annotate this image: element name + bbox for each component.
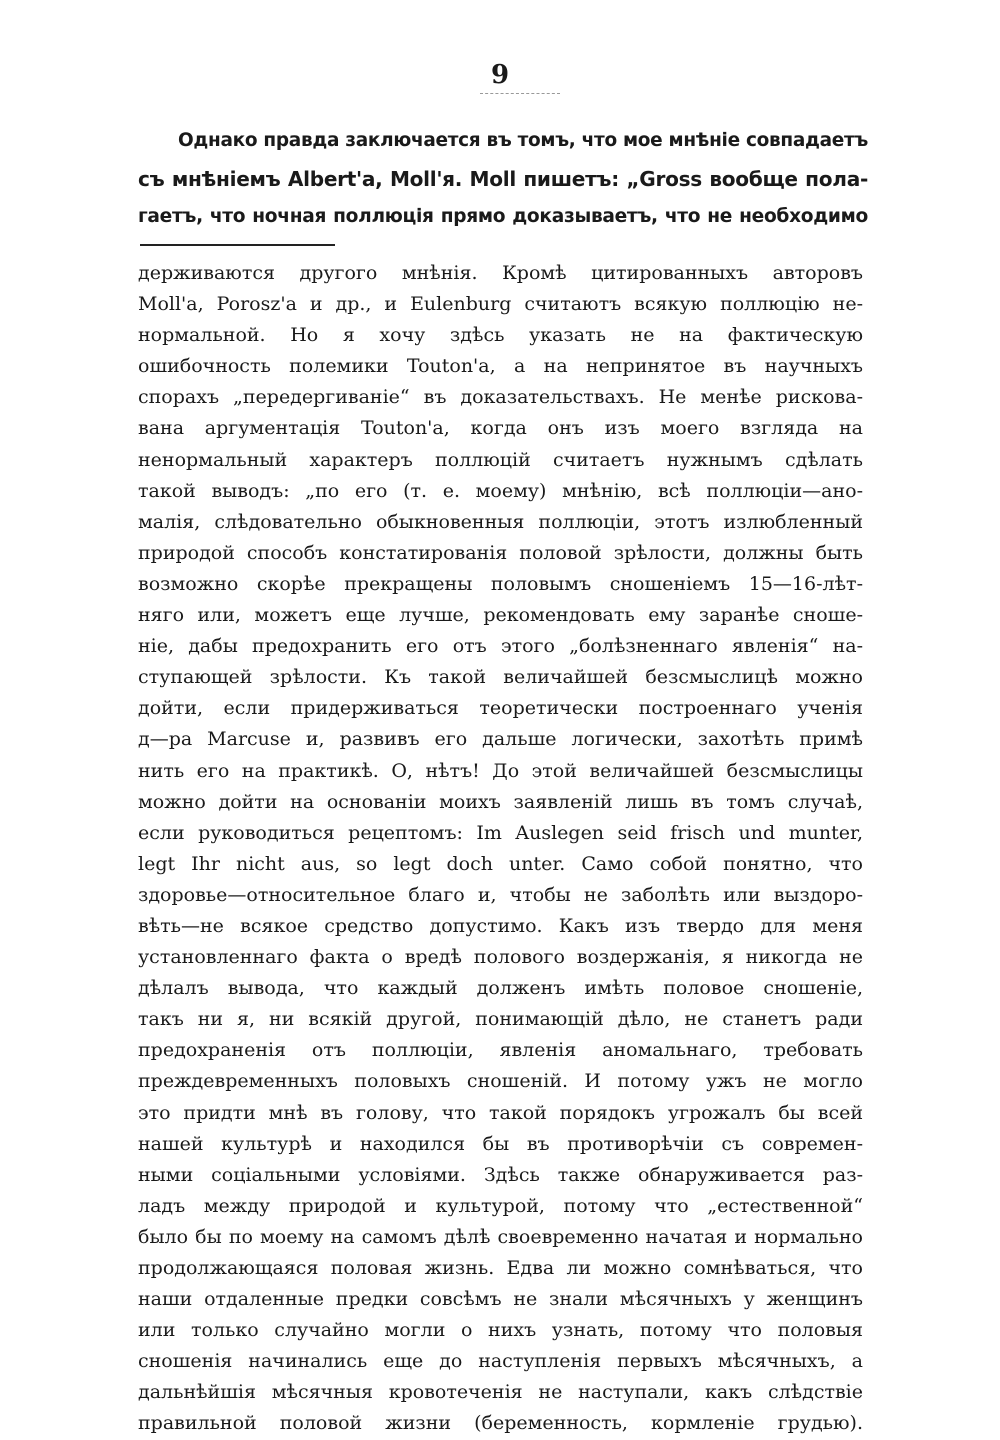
footnote-line: это придти мнѣ въ голову, что такой порядокъ угрожалъ бы всей [138,1101,863,1124]
footnote-line: возможно скорѣе прекращены половымъ сношеніемъ 15—16-лѣт- [138,572,863,595]
main-text-line: съ мнѣніемъ Albert'a, Moll'я. Moll пишетъ: „Gross вообще пола- [138,167,868,191]
footnote-line: спорахъ „передергиваніе“ въ доказательствахъ. Не менѣе рискова- [138,386,863,409]
footnote-line: такой выводъ: „по его (т. е. моему) мнѣнію, всѣ поллюціи—ано- [138,479,863,502]
footnote-line: ными соціальными условіями. Здѣсь также обнаруживается раз- [138,1163,863,1186]
footnote-line: наши отдаленные предки совсѣмъ не знали мѣсячныхъ у женщинъ [138,1288,863,1311]
footnote-line: ступающей зрѣлости. Къ такой величайшей безсмыслицѣ можно [138,666,863,689]
footnote-line: если руководиться рецептомъ: Im Auslegen seid frisch und munter, [138,821,863,844]
footnote-text [138,258,863,1440]
footnote-line: ніе, дабы предохранить его отъ этого „болѣзненнаго явленія“ на- [138,635,863,658]
footnote-line: вана аргументація Touton'a, когда онъ изъ моего взгляда на [138,417,863,440]
footnote-line: сношенія начинались еще до наступленія первыхъ мѣсячныхъ, а [138,1350,863,1373]
footnote-line: Moll'a, Porosz'a и др., и Eulenburg считаютъ всякую поллюцію не- [138,293,863,316]
footnote-line: природой способъ констатированія половой зрѣлости, должны быть [138,541,863,564]
footnote-line: legt Ihr nicht aus, so legt doch unter. Само собой понятно, что [138,852,863,875]
page-number: 9 [490,60,510,90]
footnote-line: дойти, если придерживаться теоретически построеннаго ученія [138,697,863,720]
footnote-line: нашей культурѣ и находился бы въ противорѣчіи съ современ- [138,1132,863,1155]
footnote-line: нить его на практикѣ. О, нѣтъ! До этой величайшей безсмыслицы [138,759,863,782]
footnote-line: ладъ между природой и культурой, потому что „естественной“ [138,1194,863,1217]
footnote-line: дальнѣйшія мѣсячныя кровотеченія не наступали, какъ слѣдствіе [138,1381,863,1404]
footnote-line: правильной половой жизни (беременность, кормленіе грудью). [138,1412,863,1435]
footnote-line: вѣть—не всякое средство допустимо. Какъ изъ твердо для меня [138,914,863,937]
footnote-line: здоровье—относительное благо и, чтобы не заболѣть или выздоро- [138,883,863,906]
footnote-line: установленнаго факта о вредѣ полового воздержанія, я никогда не [138,946,863,969]
footnote-line: нормальной. Но я хочу здѣсь указать не на фактическую [138,324,863,347]
footnote-line: такъ ни я, ни всякій другой, понимающій дѣло, не станетъ ради [138,1008,863,1031]
footnote-line: д—ра Marcuse и, развивъ его дальше логически, захотѣть примѣ [138,728,863,751]
footnote-line: ненормальный характеръ поллюцій считаетъ нужнымъ сдѣлать [138,448,863,471]
footnote-line: предохраненія отъ поллюціи, явленія аномальнаго, требовать [138,1039,863,1062]
footnote-line: дѣлалъ вывода, что каждый долженъ имѣть половое сношеніе, [138,977,863,1000]
footnote-line: няго или, можетъ еще лучше, рекомендовать ему заранѣе сноше- [138,604,863,627]
footnote-line: продолжающаяся половая жизнь. Едва ли можно сомнѣваться, что [138,1257,863,1279]
main-text-line: гаетъ, что ночная поллюція прямо доказываетъ, что не необходимо [138,206,868,227]
main-text [138,122,868,236]
header-rule [480,93,560,96]
footnote-line: преждевременныхъ половыхъ сношеній. И потому ужъ не могло [138,1070,863,1093]
main-text-line: Однако правда заключается въ томъ, что мое мнѣніе совпадаетъ [178,130,868,151]
footnote-line: держиваются другого мнѣнія. Кромѣ цитированныхъ авторовъ [138,262,863,284]
footnote-line: ошибочность полемики Touton'a, а на непринятое въ научныхъ [138,355,863,378]
footnote-line: или только случайно могли о нихъ узнать, потому что половыя [138,1319,863,1342]
footnote-separator [140,244,335,246]
footnote-line: малія, слѣдовательно обыкновенныя поллюціи, этотъ излюбленный [138,510,863,533]
footnote-line: было бы по моему на самомъ дѣлѣ своевременно начатая и нормально [138,1225,863,1248]
footnote-line: можно дойти на основаніи моихъ заявленій лишь въ томъ случаѣ, [138,790,863,813]
